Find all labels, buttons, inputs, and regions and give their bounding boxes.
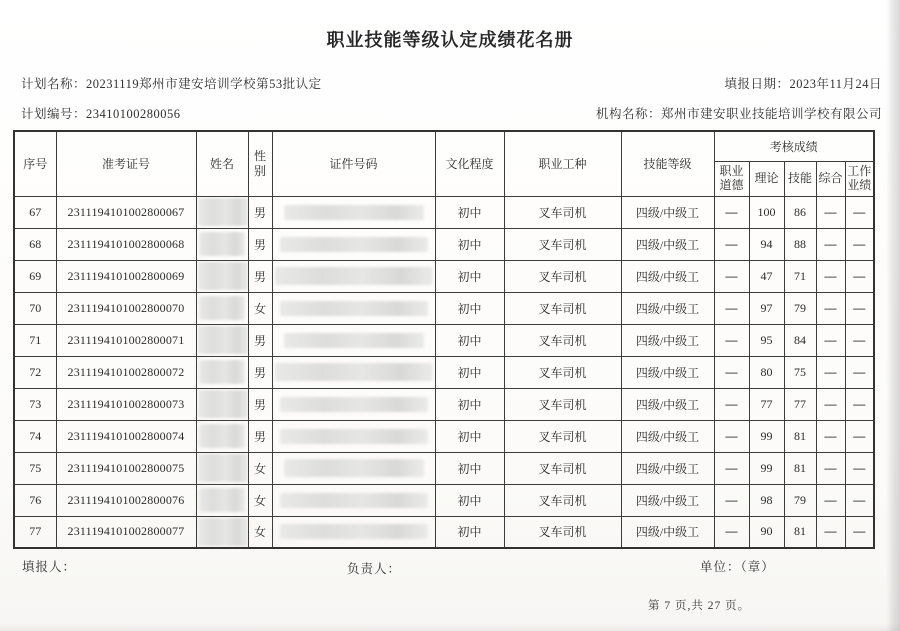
cell-gender: 男 bbox=[248, 228, 272, 260]
scan-edge-shadow bbox=[886, 0, 900, 631]
cell-skill-score: 81 bbox=[784, 516, 816, 548]
cell-name-redacted bbox=[196, 516, 248, 548]
cell-ticket: 2311194101002800074 bbox=[56, 420, 196, 452]
report-date-line bbox=[724, 74, 882, 92]
cell-ticket: 2311194101002800067 bbox=[56, 196, 196, 228]
name-blur-patch bbox=[198, 198, 248, 226]
cell-name-redacted bbox=[196, 196, 248, 228]
cell-serial: 68 bbox=[14, 228, 56, 260]
id-blur-patch bbox=[280, 237, 428, 252]
filler-label: 填报人： bbox=[22, 560, 77, 574]
name-blur-patch bbox=[198, 390, 248, 418]
cell-id-redacted bbox=[272, 228, 435, 260]
cell-theory-score: 77 bbox=[749, 388, 784, 420]
cell-occupation: 叉车司机 bbox=[504, 484, 621, 516]
cell-education: 初中 bbox=[435, 484, 504, 516]
cell-occupation: 叉车司机 bbox=[504, 324, 621, 356]
cell-ticket: 2311194101002800070 bbox=[56, 292, 196, 324]
cell-ticket: 2311194101002800071 bbox=[56, 324, 196, 356]
id-blur-patch bbox=[284, 333, 424, 348]
cell-theory-score: 99 bbox=[749, 452, 784, 484]
table-row bbox=[14, 420, 874, 452]
cell-skill-score: 79 bbox=[784, 484, 816, 516]
cell-ethics-score: — bbox=[714, 388, 749, 420]
table-row bbox=[14, 196, 874, 228]
cell-performance-score: — bbox=[845, 324, 874, 356]
cell-comprehensive-score: — bbox=[816, 388, 845, 420]
unit-label: 单位：（章） bbox=[700, 560, 775, 574]
cell-name-redacted bbox=[196, 388, 248, 420]
report-date-label: 填报日期： bbox=[724, 77, 790, 91]
id-blur-patch bbox=[280, 524, 428, 539]
header-id-number: 证件号码 bbox=[272, 131, 435, 196]
name-blur-patch bbox=[198, 262, 248, 290]
cell-education: 初中 bbox=[435, 292, 504, 324]
plan-code-line bbox=[21, 104, 181, 122]
plan-name-line bbox=[21, 74, 322, 92]
cell-id-redacted bbox=[272, 324, 435, 356]
name-blur-patch bbox=[198, 454, 248, 482]
cell-comprehensive-score: — bbox=[816, 452, 845, 484]
cell-level: 四级/中级工 bbox=[621, 420, 714, 452]
cell-serial: 75 bbox=[14, 452, 56, 484]
cell-level: 四级/中级工 bbox=[621, 260, 714, 292]
header-ethics: 职业道德 bbox=[714, 161, 749, 196]
org-name-value: 郑州市建安职业技能培训学校有限公司 bbox=[660, 107, 882, 121]
cell-education: 初中 bbox=[435, 452, 504, 484]
table-row bbox=[14, 324, 874, 356]
cell-name-redacted bbox=[196, 260, 248, 292]
cell-performance-score: — bbox=[845, 196, 874, 228]
cell-occupation: 叉车司机 bbox=[504, 228, 621, 260]
cell-name-redacted bbox=[196, 228, 248, 260]
cell-occupation: 叉车司机 bbox=[504, 292, 621, 324]
cell-level: 四级/中级工 bbox=[621, 484, 714, 516]
id-blur-patch bbox=[280, 397, 428, 412]
plan-name-label: 计划名称： bbox=[21, 77, 87, 91]
cell-comprehensive-score: — bbox=[816, 260, 845, 292]
cell-theory-score: 97 bbox=[749, 292, 784, 324]
header-name: 姓名 bbox=[196, 131, 248, 196]
plan-code-label: 计划编号： bbox=[21, 107, 87, 121]
id-blur-patch bbox=[284, 205, 424, 220]
cell-name-redacted bbox=[196, 484, 248, 516]
cell-skill-score: 71 bbox=[784, 260, 816, 292]
cell-name-redacted bbox=[196, 292, 248, 324]
cell-comprehensive-score: — bbox=[816, 356, 845, 388]
report-date-value: 2023年11月24日 bbox=[789, 77, 882, 91]
cell-ethics-score: — bbox=[714, 292, 749, 324]
cell-level: 四级/中级工 bbox=[621, 228, 714, 260]
scan-bottom-shadow bbox=[0, 623, 900, 631]
cell-education: 初中 bbox=[435, 356, 504, 388]
cell-ticket: 2311194101002800077 bbox=[56, 516, 196, 548]
cell-occupation: 叉车司机 bbox=[504, 388, 621, 420]
cell-serial: 73 bbox=[14, 388, 56, 420]
cell-performance-score: — bbox=[845, 516, 874, 548]
name-blur-patch bbox=[199, 232, 245, 256]
cell-ticket: 2311194101002800068 bbox=[56, 228, 196, 260]
header-ticket: 准考证号 bbox=[56, 131, 196, 196]
cell-comprehensive-score: — bbox=[816, 484, 845, 516]
cell-theory-score: 47 bbox=[749, 260, 784, 292]
cell-id-redacted bbox=[272, 388, 435, 420]
cell-theory-score: 99 bbox=[749, 420, 784, 452]
cell-occupation: 叉车司机 bbox=[504, 196, 621, 228]
name-blur-patch bbox=[199, 360, 245, 384]
cell-gender: 男 bbox=[248, 420, 272, 452]
cell-ethics-score: — bbox=[714, 260, 749, 292]
header-theory: 理论 bbox=[749, 161, 784, 196]
cell-theory-score: 98 bbox=[749, 484, 784, 516]
cell-gender: 男 bbox=[248, 260, 272, 292]
header-level: 技能等级 bbox=[621, 131, 714, 196]
cell-theory-score: 90 bbox=[749, 516, 784, 548]
manager-label: 负责人： bbox=[347, 562, 402, 576]
cell-ethics-score: — bbox=[714, 196, 749, 228]
cell-level: 四级/中级工 bbox=[621, 388, 714, 420]
cell-gender: 男 bbox=[248, 356, 272, 388]
cell-performance-score: — bbox=[845, 260, 874, 292]
name-blur-patch bbox=[199, 488, 245, 512]
cell-ticket: 2311194101002800076 bbox=[56, 484, 196, 516]
id-blur-patch bbox=[284, 459, 424, 477]
cell-ticket: 2311194101002800075 bbox=[56, 452, 196, 484]
cell-occupation: 叉车司机 bbox=[504, 452, 621, 484]
cell-skill-score: 75 bbox=[784, 356, 816, 388]
cell-theory-score: 80 bbox=[749, 356, 784, 388]
header-education: 文化程度 bbox=[435, 131, 504, 196]
cell-education: 初中 bbox=[435, 228, 504, 260]
cell-gender: 男 bbox=[248, 324, 272, 356]
cell-ethics-score: — bbox=[714, 484, 749, 516]
name-blur-patch bbox=[198, 518, 248, 546]
cell-id-redacted bbox=[272, 452, 435, 484]
table-row bbox=[14, 356, 874, 388]
cell-performance-score: — bbox=[845, 228, 874, 260]
plan-code-value: 23410100280056 bbox=[86, 107, 181, 121]
cell-id-redacted bbox=[272, 484, 435, 516]
cell-ethics-score: — bbox=[714, 452, 749, 484]
cell-education: 初中 bbox=[435, 260, 504, 292]
cell-ethics-score: — bbox=[714, 420, 749, 452]
cell-comprehensive-score: — bbox=[816, 420, 845, 452]
cell-comprehensive-score: — bbox=[816, 324, 845, 356]
cell-level: 四级/中级工 bbox=[621, 292, 714, 324]
cell-theory-score: 94 bbox=[749, 228, 784, 260]
table-row bbox=[14, 228, 874, 260]
cell-education: 初中 bbox=[435, 516, 504, 548]
cell-comprehensive-score: — bbox=[816, 292, 845, 324]
id-blur-patch bbox=[275, 363, 433, 381]
cell-skill-score: 81 bbox=[784, 452, 816, 484]
table-row bbox=[14, 292, 874, 324]
table-row bbox=[14, 516, 874, 548]
cell-theory-score: 95 bbox=[749, 324, 784, 356]
cell-serial: 74 bbox=[14, 420, 56, 452]
header-skill: 技能 bbox=[784, 161, 816, 196]
cell-gender: 男 bbox=[248, 388, 272, 420]
plan-name-value: 20231119郑州市建安培训学校第53批认定 bbox=[86, 77, 322, 91]
table-row bbox=[14, 260, 874, 292]
cell-comprehensive-score: — bbox=[816, 228, 845, 260]
cell-serial: 70 bbox=[14, 292, 56, 324]
cell-level: 四级/中级工 bbox=[621, 196, 714, 228]
cell-serial: 77 bbox=[14, 516, 56, 548]
cell-gender: 女 bbox=[248, 292, 272, 324]
cell-education: 初中 bbox=[435, 388, 504, 420]
score-roster-table bbox=[13, 130, 875, 549]
id-blur-patch bbox=[275, 267, 433, 285]
cell-gender: 女 bbox=[248, 516, 272, 548]
cell-name-redacted bbox=[196, 420, 248, 452]
cell-education: 初中 bbox=[435, 196, 504, 228]
header-performance: 工作业绩 bbox=[845, 161, 874, 196]
cell-gender: 女 bbox=[248, 484, 272, 516]
cell-education: 初中 bbox=[435, 324, 504, 356]
cell-ethics-score: — bbox=[714, 516, 749, 548]
header-scores-group: 考核成绩 bbox=[714, 131, 874, 161]
cell-ticket: 2311194101002800073 bbox=[56, 388, 196, 420]
cell-occupation: 叉车司机 bbox=[504, 420, 621, 452]
id-blur-patch bbox=[280, 493, 428, 508]
cell-performance-score: — bbox=[845, 484, 874, 516]
table-body bbox=[14, 196, 874, 548]
cell-skill-score: 84 bbox=[784, 324, 816, 356]
cell-ticket: 2311194101002800072 bbox=[56, 356, 196, 388]
cell-performance-score: — bbox=[845, 420, 874, 452]
cell-occupation: 叉车司机 bbox=[504, 260, 621, 292]
cell-id-redacted bbox=[272, 292, 435, 324]
cell-serial: 69 bbox=[14, 260, 56, 292]
org-name-label: 机构名称： bbox=[595, 107, 661, 121]
table-row bbox=[14, 452, 874, 484]
cell-skill-score: 86 bbox=[784, 196, 816, 228]
header-serial: 序号 bbox=[14, 131, 56, 196]
header-occupation: 职业工种 bbox=[504, 131, 621, 196]
cell-id-redacted bbox=[272, 260, 435, 292]
cell-name-redacted bbox=[196, 452, 248, 484]
cell-skill-score: 81 bbox=[784, 420, 816, 452]
name-blur-patch bbox=[198, 326, 248, 354]
cell-serial: 76 bbox=[14, 484, 56, 516]
cell-performance-score: — bbox=[845, 452, 874, 484]
header-gender: 性别 bbox=[248, 131, 272, 196]
cell-theory-score: 100 bbox=[749, 196, 784, 228]
cell-ethics-score: — bbox=[714, 324, 749, 356]
cell-name-redacted bbox=[196, 356, 248, 388]
cell-skill-score: 77 bbox=[784, 388, 816, 420]
header-comprehensive: 综合 bbox=[816, 161, 845, 196]
cell-level: 四级/中级工 bbox=[621, 356, 714, 388]
cell-comprehensive-score: — bbox=[816, 516, 845, 548]
cell-id-redacted bbox=[272, 356, 435, 388]
cell-performance-score: — bbox=[845, 356, 874, 388]
id-blur-patch bbox=[280, 429, 428, 444]
table-row bbox=[14, 484, 874, 516]
cell-skill-score: 79 bbox=[784, 292, 816, 324]
cell-education: 初中 bbox=[435, 420, 504, 452]
cell-performance-score: — bbox=[845, 388, 874, 420]
cell-name-redacted bbox=[196, 324, 248, 356]
cell-skill-score: 88 bbox=[784, 228, 816, 260]
org-name-line bbox=[596, 104, 882, 122]
cell-occupation: 叉车司机 bbox=[504, 356, 621, 388]
cell-gender: 男 bbox=[248, 196, 272, 228]
page-title: 职业技能等级认定成绩花名册 bbox=[326, 30, 574, 50]
cell-performance-score: — bbox=[845, 292, 874, 324]
cell-serial: 67 bbox=[14, 196, 56, 228]
cell-serial: 72 bbox=[14, 356, 56, 388]
name-blur-patch bbox=[199, 424, 245, 448]
table-row bbox=[14, 388, 874, 420]
cell-id-redacted bbox=[272, 420, 435, 452]
cell-gender: 女 bbox=[248, 452, 272, 484]
cell-level: 四级/中级工 bbox=[621, 324, 714, 356]
table-header bbox=[14, 131, 874, 196]
cell-ethics-score: — bbox=[714, 228, 749, 260]
cell-ticket: 2311194101002800069 bbox=[56, 260, 196, 292]
cell-level: 四级/中级工 bbox=[621, 452, 714, 484]
cell-id-redacted bbox=[272, 516, 435, 548]
page-number-info: 第 7 页,共 27 页。 bbox=[648, 600, 751, 612]
cell-comprehensive-score: — bbox=[816, 196, 845, 228]
name-blur-patch bbox=[199, 296, 245, 320]
cell-serial: 71 bbox=[14, 324, 56, 356]
cell-occupation: 叉车司机 bbox=[504, 516, 621, 548]
id-blur-patch bbox=[280, 301, 428, 316]
cell-level: 四级/中级工 bbox=[621, 516, 714, 548]
cell-id-redacted bbox=[272, 196, 435, 228]
cell-ethics-score: — bbox=[714, 356, 749, 388]
